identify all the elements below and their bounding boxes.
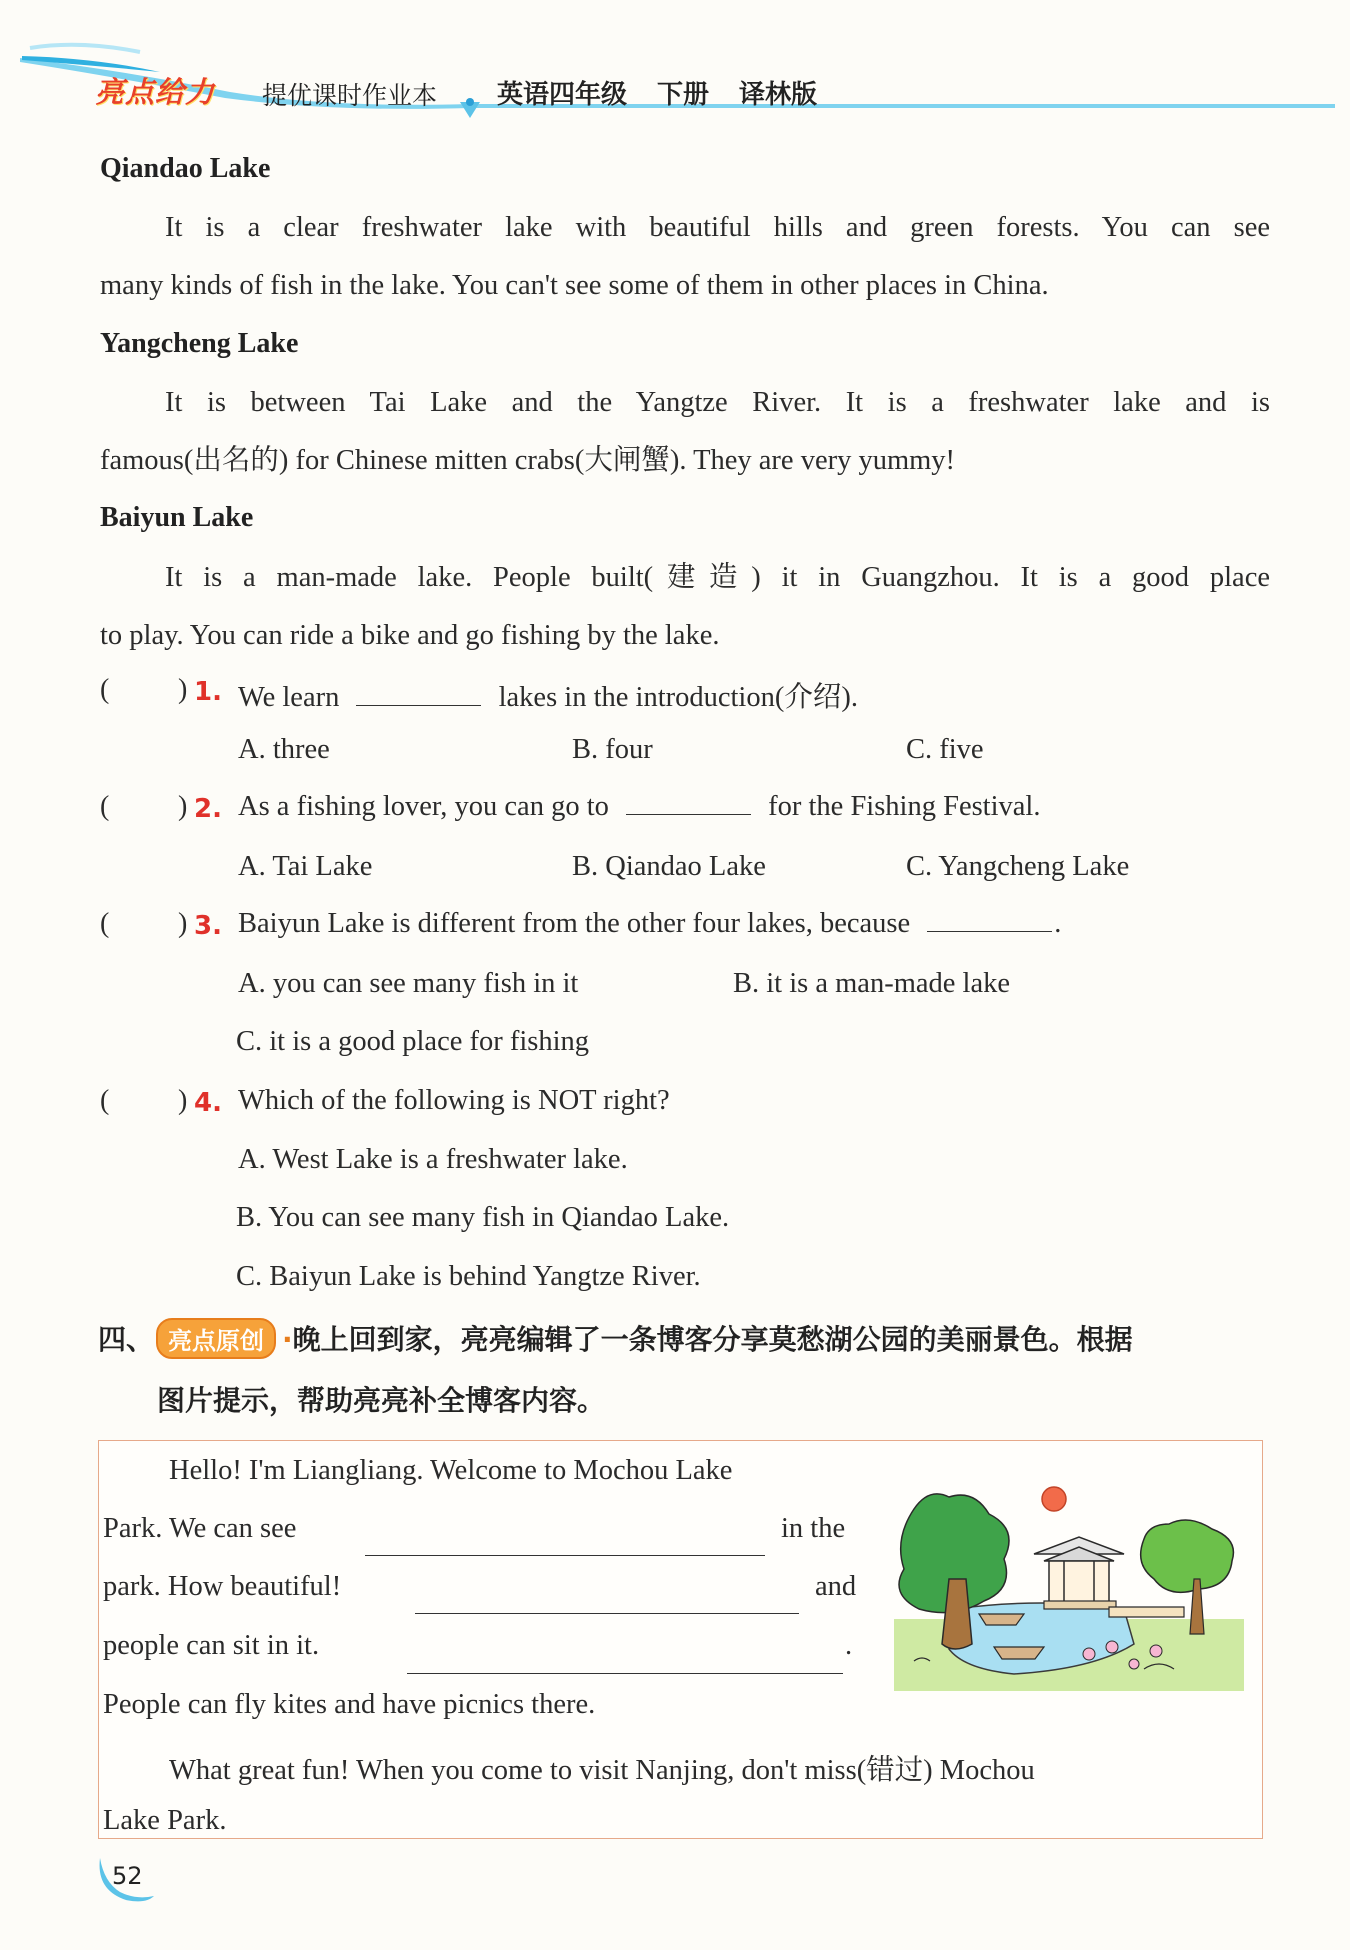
answer-blank[interactable]: [626, 794, 751, 815]
blog-line: in the: [781, 1513, 846, 1544]
blog-line: Lake Park.: [103, 1805, 227, 1836]
blog-line: .: [845, 1630, 853, 1661]
blog-line: What great fun! When you come to visit Nanjing, don't miss(错过) Mochou: [169, 1755, 1035, 1786]
blog-blank-1[interactable]: [365, 1535, 765, 1556]
original-badge: 亮点原创: [156, 1318, 276, 1359]
page-number: 52: [112, 1862, 143, 1890]
passage-line: famous(出名的) for Chinese mitten crabs(大闸蟹). They are very yummy!: [100, 445, 956, 476]
answer-paren-open[interactable]: (: [100, 908, 110, 939]
flower-icon: [1106, 1641, 1118, 1653]
answer-paren-close: ): [178, 674, 188, 705]
blog-line: People can fly kites and have picnics there.: [103, 1689, 596, 1720]
option-a: A. three: [238, 734, 330, 765]
boat-icon: [994, 1647, 1044, 1659]
page-header: [0, 0, 1350, 125]
option-c: C. it is a good place for fishing: [236, 1026, 590, 1057]
question-stem: Baiyun Lake is different from the other four lakes, because .: [238, 908, 1062, 939]
option-b: B. Qiandao Lake: [572, 851, 766, 882]
answer-blank[interactable]: [356, 685, 481, 706]
question-number: 3.: [194, 911, 222, 941]
answer-paren-close: ): [178, 908, 188, 939]
boat-icon: [979, 1614, 1024, 1625]
sun-icon: [1042, 1487, 1066, 1511]
badge-dot-icon: ·: [282, 1323, 293, 1356]
passage-line: many kinds of fish in the lake. You can't see some of them in other places in China.: [100, 270, 1049, 301]
flower-icon: [1129, 1659, 1139, 1669]
section-four-heading: [98, 1318, 1133, 1359]
passage-line: It is a man-made lake. People built(建造) it in Guangzhou. It is a good place: [165, 562, 1270, 593]
option-b: B. it is a man-made lake: [733, 968, 1010, 999]
answer-paren-close: ): [178, 791, 188, 822]
blog-blank-3[interactable]: [407, 1653, 843, 1674]
blog-line: people can sit in it.: [103, 1630, 320, 1661]
question-number: 1.: [194, 677, 222, 707]
option-b: B. four: [572, 734, 653, 765]
question-number: 2.: [194, 794, 222, 824]
blog-box: [98, 1440, 1263, 1839]
volume-label: 下册: [657, 80, 710, 110]
option-c: C. Baiyun Lake is behind Yangtze River.: [236, 1261, 701, 1292]
passage-line: to play. You can ride a bike and go fishing by the lake.: [100, 620, 720, 651]
series-title: 提优课时作业本: [262, 81, 438, 110]
option-a: A. you can see many fish in it: [238, 968, 579, 999]
section-instruction-cont: 图片提示，帮助亮亮补全博客内容。: [157, 1384, 606, 1417]
answer-paren-open[interactable]: (: [100, 1085, 110, 1116]
blog-blank-2[interactable]: [415, 1593, 799, 1614]
question-number: 4.: [194, 1088, 222, 1118]
lake-heading: Yangcheng Lake: [100, 328, 299, 359]
answer-paren-open[interactable]: (: [100, 674, 110, 705]
lake-heading: Qiandao Lake: [100, 153, 271, 184]
option-c: C. five: [906, 734, 984, 765]
blog-line: and: [815, 1571, 857, 1602]
question-stem: We learn lakes in the introduction(介绍).: [238, 682, 858, 713]
answer-blank[interactable]: [927, 911, 1052, 932]
option-a: A. West Lake is a freshwater lake.: [238, 1144, 628, 1175]
subject-label: 英语四年级: [497, 80, 628, 110]
question-stem: As a fishing lover, you can go to for the Fishing Festival.: [238, 791, 1041, 822]
option-c: C. Yangcheng Lake: [906, 851, 1130, 882]
passage-line: It is a clear freshwater lake with beautiful hills and green forests. You can see: [165, 212, 1270, 243]
blog-line: park. How beautiful!: [103, 1571, 342, 1602]
brand-logo: 亮点给力: [95, 75, 216, 109]
option-a: A. Tai Lake: [238, 851, 373, 882]
answer-paren-close: ): [178, 1085, 188, 1116]
flower-icon: [1150, 1645, 1162, 1657]
blog-line: Park. We can see: [103, 1513, 297, 1544]
course-info: [497, 74, 847, 111]
blog-line: Hello! I'm Liangliang. Welcome to Mochou Lake: [169, 1455, 733, 1486]
lake-heading: Baiyun Lake: [100, 502, 254, 533]
flower-icon: [1083, 1648, 1095, 1660]
edition-label: 译林版: [739, 80, 818, 110]
section-number: 四、: [98, 1323, 155, 1356]
answer-paren-open[interactable]: (: [100, 791, 110, 822]
section-instruction: 晚上回到家，亮亮编辑了一条博客分享莫愁湖公园的美丽景色。根据: [292, 1323, 1133, 1356]
passage-line: It is between Tai Lake and the Yangtze River. It is a freshwater lake and is: [165, 387, 1270, 418]
option-b: B. You can see many fish in Qiandao Lake.: [236, 1202, 730, 1233]
question-stem: Which of the following is NOT right?: [238, 1085, 670, 1116]
park-illustration: [894, 1469, 1244, 1691]
